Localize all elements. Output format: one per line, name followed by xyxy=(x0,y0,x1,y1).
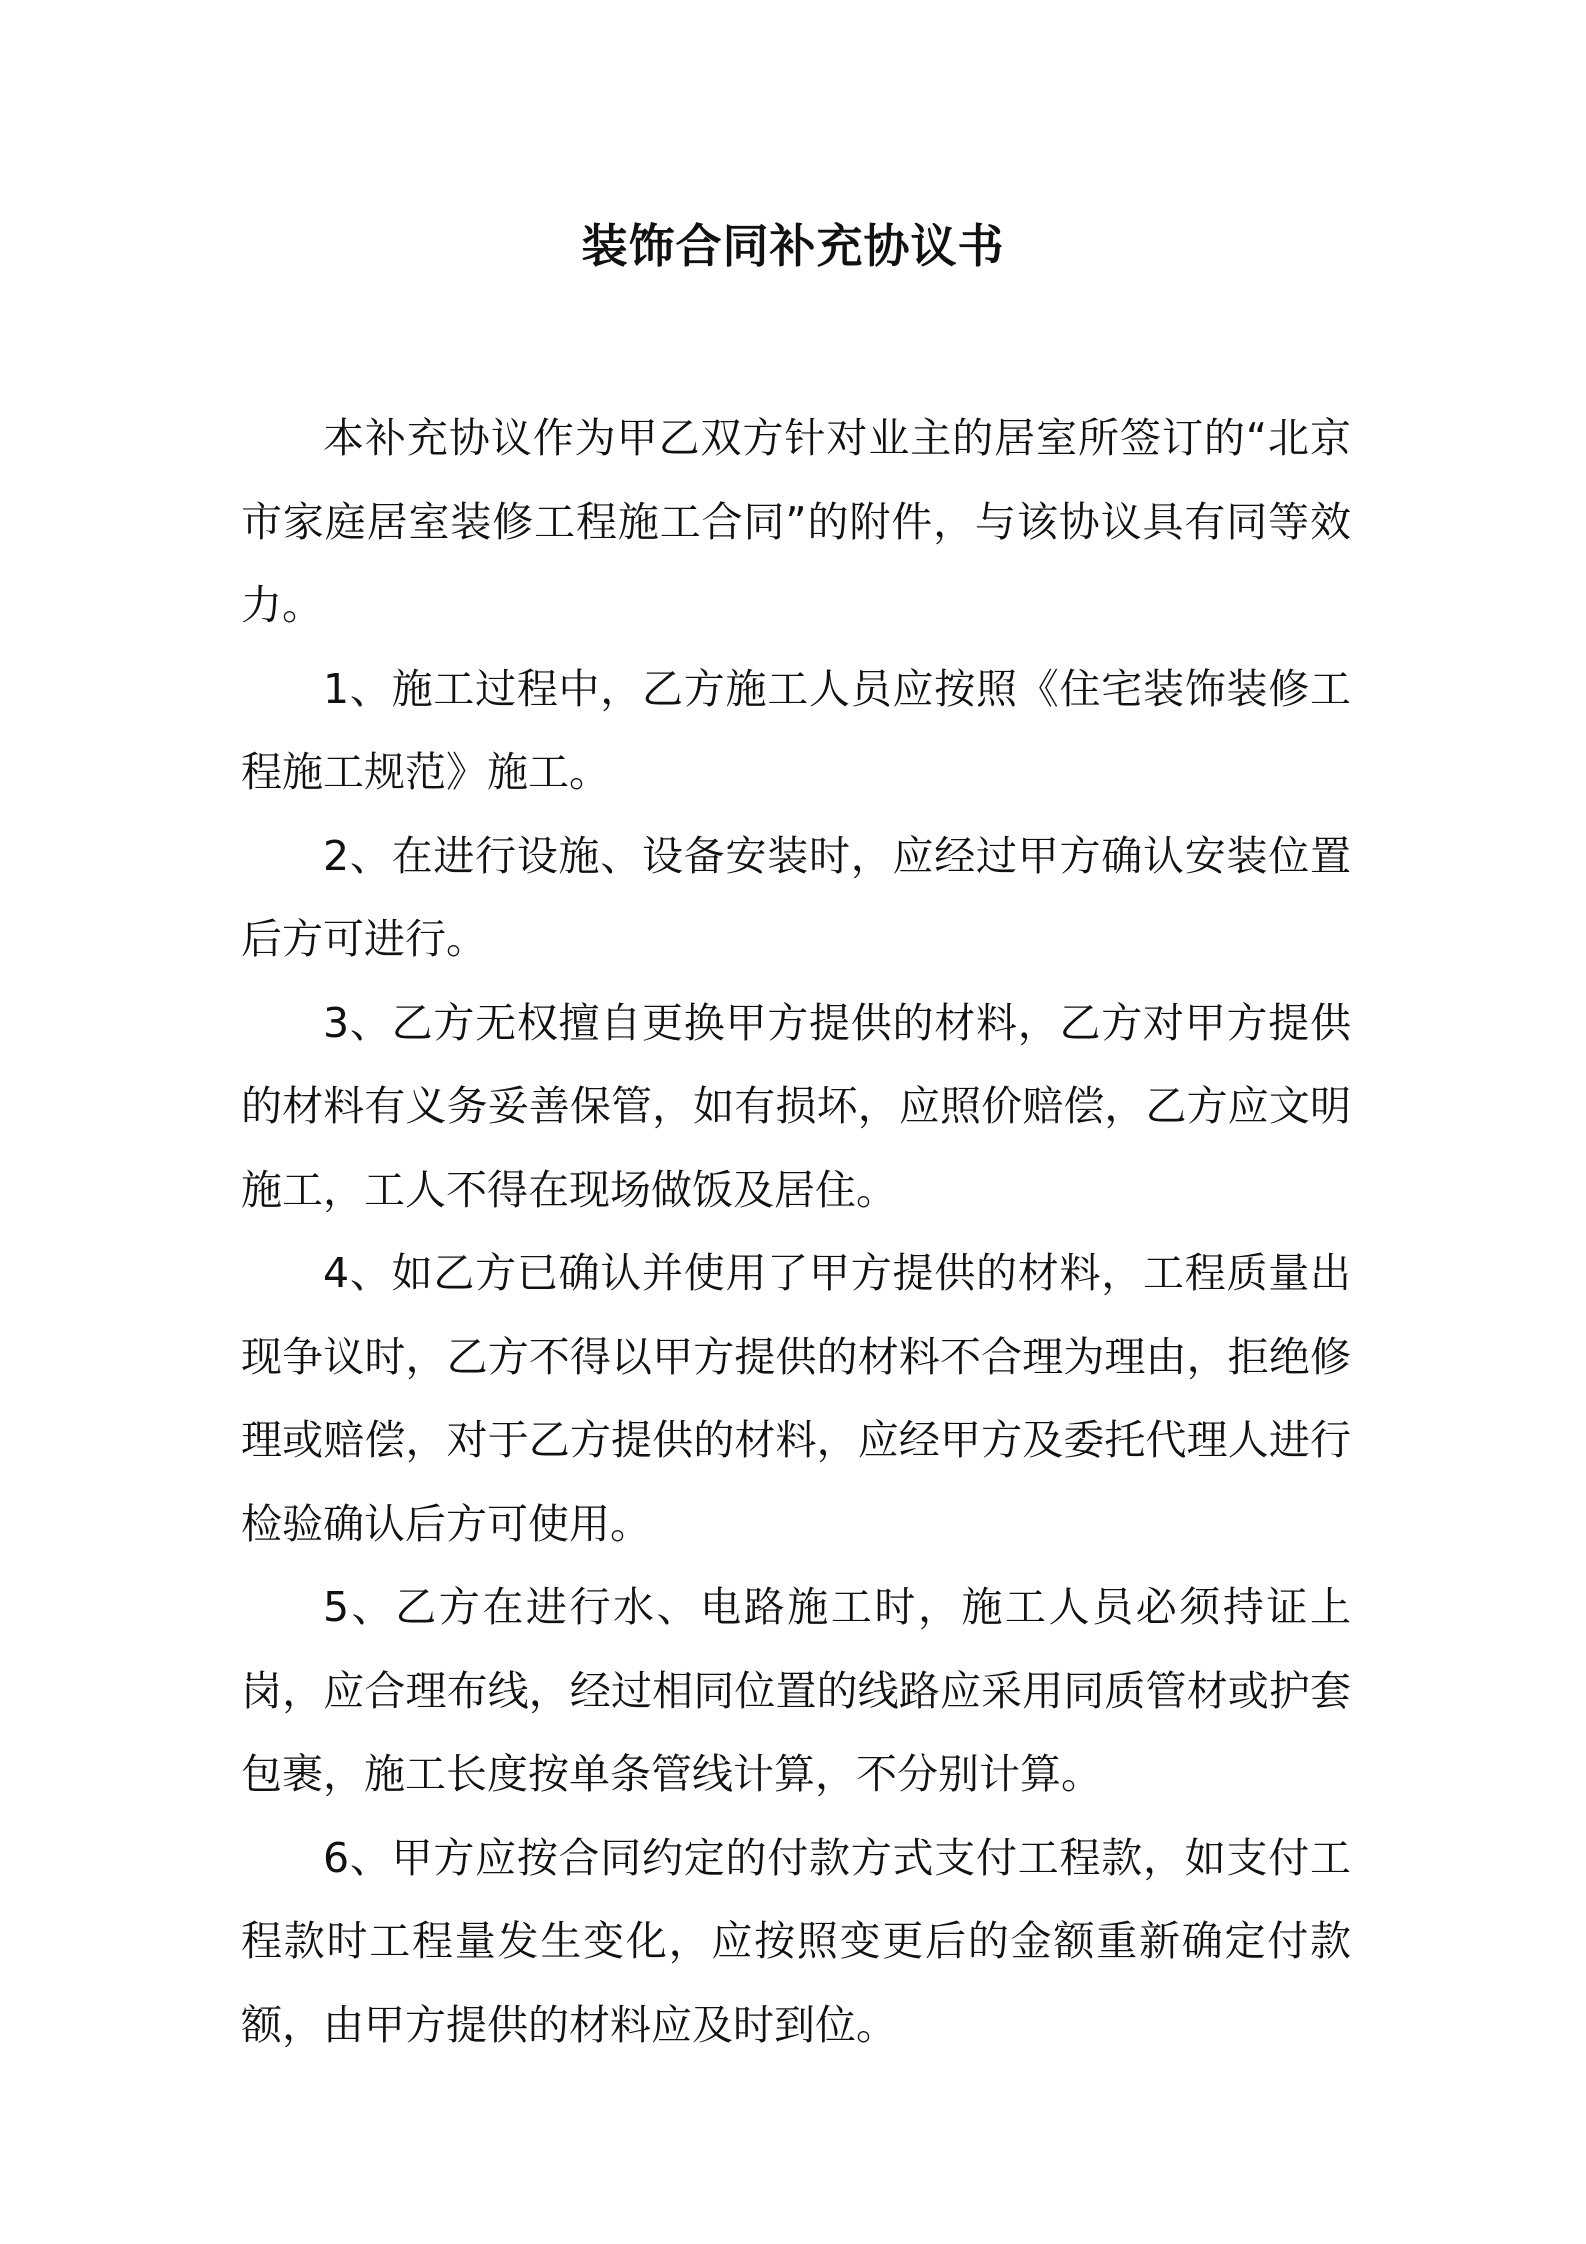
document-body xyxy=(241,397,1351,2067)
document-title: 装饰合同补充协议书 xyxy=(581,219,1005,273)
clause-5-paragraph: 5、乙方在进行水、电路施工时，施工人员必须持证上岗，应合理布线，经过相同位置的线路应采用同质管材或护套包裹，施工长度按单条管线计算，不分别计算。 xyxy=(241,1583,1351,1798)
clause-6-paragraph: 6、甲方应按合同约定的付款方式支付工程款，如支付工程款时工程量发生变化，应按照变更后的金额重新确定付款额，由甲方提供的材料应及时到位。 xyxy=(241,1833,1351,2049)
intro-paragraph: 本补充协议作为甲乙双方针对业主的居室所签订的“北京市家庭居室装修工程施工合同”的附件，与该协议具有同等效力。 xyxy=(241,414,1351,629)
clause-1-paragraph: 1、施工过程中，乙方施工人员应按照《住宅装饰装修工程施工规范》施工。 xyxy=(241,664,1351,796)
clause-4-paragraph: 4、如乙方已确认并使用了甲方提供的材料，工程质量出现争议时，乙方不得以甲方提供的材料不合理为理由，拒绝修理或赔偿，对于乙方提供的材料，应经甲方及委托代理人进行检验确认后方可使用。 xyxy=(241,1249,1351,1548)
clause-3-paragraph: 3、乙方无权擅自更换甲方提供的材料，乙方对甲方提供的材料有义务妥善保管，如有损坏，应照价赔偿，乙方应文明施工，工人不得在现场做饭及居住。 xyxy=(241,998,1351,1214)
clause-2-paragraph: 2、在进行设施、设备安装时，应经过甲方确认安装位置后方可进行。 xyxy=(241,831,1351,963)
